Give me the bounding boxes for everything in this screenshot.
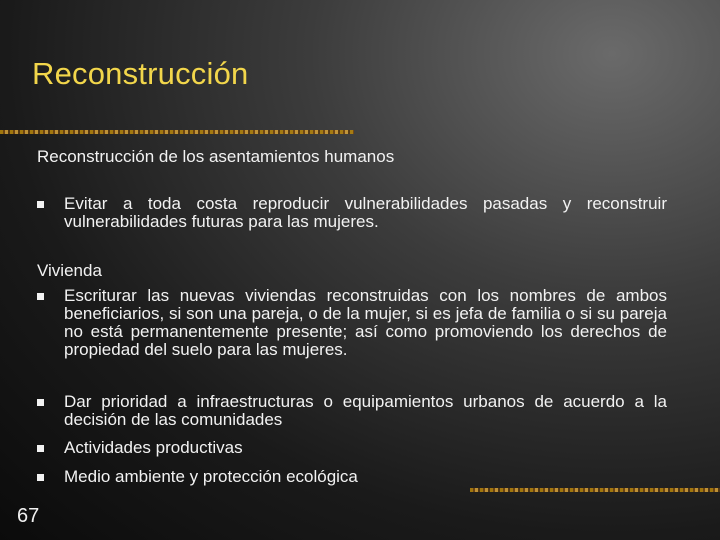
bullet-text: Evitar a toda costa reproducir vulnerabilidades pasadas y reconstruir vulnerabilidades futuras para las mujeres. [64, 194, 667, 231]
slide-title: Reconstrucción [32, 56, 249, 91]
bullet-text: Medio ambiente y protección ecológica [64, 467, 358, 486]
bullet-item [37, 195, 667, 231]
footer-rule [470, 488, 720, 492]
bullet-marker-icon [37, 474, 44, 481]
bullet-text: Escriturar las nuevas viviendas reconstruidas con los nombres de ambos beneficiarios, si son una pareja, o de la mujer, si es jefa de familia o si su pareja no está permanentemente presente; así como promoviendo los derechos de propiedad del suelo para las mujeres. [64, 286, 667, 359]
bullet-text: Dar prioridad a infraestructuras o equipamientos urbanos de acuerdo a la decisión de las comunidades [64, 392, 667, 429]
slide-subtitle: Reconstrucción de los asentamientos humanos [37, 147, 395, 166]
bullet-item [37, 439, 667, 457]
bullet-text: Actividades productivas [64, 438, 243, 457]
bullet-item [37, 287, 667, 359]
bullet-item [37, 393, 667, 429]
bullet-marker-icon [37, 201, 44, 208]
page-number: 67 [17, 505, 40, 527]
section-heading: Vivienda [37, 261, 102, 280]
bullet-marker-icon [37, 399, 44, 406]
bullet-marker-icon [37, 445, 44, 452]
bullet-item [37, 468, 667, 486]
title-underline-rule [0, 130, 354, 134]
bullet-marker-icon [37, 293, 44, 300]
